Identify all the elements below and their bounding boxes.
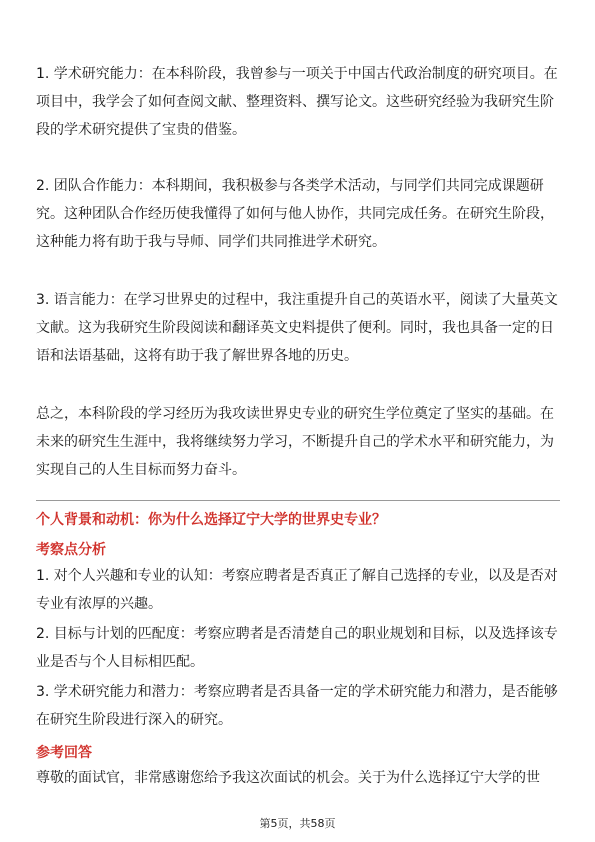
analysis-heading: 考察点分析 bbox=[36, 542, 106, 558]
question-title: 个人背景和动机：你为什么选择辽宁大学的世界史专业？ bbox=[36, 512, 386, 528]
answer-text: 尊敬的面试官，非常感谢您给予我这次面试的机会。关于为什么选择辽宁大学的世 bbox=[36, 770, 540, 786]
answer-heading: 参考回答 bbox=[36, 745, 92, 761]
paragraph-summary: 总之，本科阶段的学习经历为我攻读世界史专业的研究生学位奠定了坚实的基础。在未来的研究生生涯中，我将继续努力学习，不断提升自己的学术水平和研究能力，为实现自己的人生目标而努力奋斗。 bbox=[36, 406, 554, 478]
paragraph-language: 3. 语言能力：在学习世界史的过程中，我注重提升自己的英语水平，阅读了大量英文文献。这为我研究生阶段阅读和翻译英文史料提供了便利。同时，我也具备一定的日语和法语基础，这将有助于我了解世界各地的历史。 bbox=[36, 292, 558, 364]
analysis-item: 3. 学术研究能力和潜力：考察应聘者是否具备一定的学术研究能力和潜力，是否能够在研究生阶段进行深入的研究。 bbox=[36, 684, 558, 728]
analysis-item: 2. 目标与计划的匹配度：考察应聘者是否清楚自己的职业规划和目标，以及选择该专业是否与个人目标相匹配。 bbox=[36, 626, 558, 670]
paragraph-teamwork: 2. 团队合作能力：本科期间，我积极参与各类学术活动，与同学们共同完成课题研究。这种团队合作经历使我懂得了如何与他人协作，共同完成任务。在研究生阶段，这种能力将有助于我与导师、同学们共同推进学术研究。 bbox=[36, 178, 554, 250]
analysis-item: 1. 对个人兴趣和专业的认知：考察应聘者是否真正了解自己选择的专业，以及是否对专业有浓厚的兴趣。 bbox=[36, 568, 558, 612]
page-number: 第5页，共58页 bbox=[259, 817, 336, 830]
paragraph-academic-research: 1. 学术研究能力：在本科阶段，我曾参与一项关于中国古代政治制度的研究项目。在项目中，我学会了如何查阅文献、整理资料、撰写论文。这些研究经验为我研究生阶段的学术研究提供了宝贵的借鉴。 bbox=[36, 66, 558, 138]
section-divider bbox=[36, 500, 560, 501]
